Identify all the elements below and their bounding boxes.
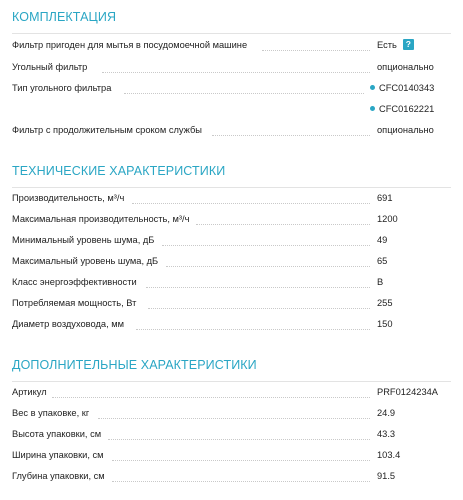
dotted-leader	[112, 460, 370, 461]
spec-row	[0, 426, 463, 447]
spec-row	[0, 190, 463, 211]
bullet-dot-icon	[370, 106, 375, 111]
spec-row	[0, 295, 463, 316]
spec-label: Потребляемая мощность, Вт	[12, 298, 137, 308]
spec-row	[0, 80, 463, 101]
spec-value: 691	[377, 193, 393, 203]
spec-label: Класс энергоэффективности	[12, 277, 137, 287]
spec-value-option: CFC0162221	[370, 104, 434, 114]
spec-value-option: CFC0140343	[370, 83, 434, 93]
spec-value: 103.4	[377, 450, 401, 460]
spec-value: опционально	[377, 125, 434, 135]
spec-label: Угольный фильтр	[12, 62, 88, 72]
dotted-leader	[166, 266, 370, 267]
help-icon[interactable]: ?	[403, 39, 414, 50]
spec-label: Глубина упаковки, см	[12, 471, 105, 481]
spec-label: Диаметр воздуховода, мм	[12, 319, 125, 329]
section-divider	[12, 187, 451, 188]
spec-label: Минимальный уровень шума, дБ	[12, 235, 155, 245]
dotted-leader	[52, 397, 370, 398]
spec-row	[0, 384, 463, 405]
dotted-leader	[146, 287, 370, 288]
spec-row	[0, 447, 463, 468]
spec-value: 24.9	[377, 408, 396, 418]
dotted-leader	[136, 329, 370, 330]
dotted-leader	[112, 481, 370, 482]
spec-label: Максимальный уровень шума, дБ	[12, 256, 159, 266]
section-title: ТЕХНИЧЕСКИЕ ХАРАКТЕРИСТИКИ	[12, 164, 226, 178]
spec-row	[0, 59, 463, 80]
spec-label: Производительность, м³/ч	[12, 193, 125, 203]
dotted-leader	[102, 72, 370, 73]
spec-row	[0, 405, 463, 426]
spec-value: 91.5	[377, 471, 396, 481]
spec-value: опционально	[377, 62, 434, 72]
spec-row	[0, 122, 463, 143]
spec-label: Высота упаковки, см	[12, 429, 102, 439]
dotted-leader	[148, 308, 370, 309]
spec-label: Артикул	[12, 387, 47, 397]
spec-value: Есть ?	[377, 40, 414, 51]
spec-value: 49	[377, 235, 388, 245]
section-divider	[12, 381, 451, 382]
spec-label: Фильтр с продолжительным сроком службы	[12, 125, 202, 135]
bullet-dot-icon	[370, 85, 375, 90]
spec-label: Максимальная производительность, м³/ч	[12, 214, 190, 224]
spec-label: Вес в упаковке, кг	[12, 408, 90, 418]
spec-row	[0, 37, 463, 58]
spec-row-continuation	[0, 101, 463, 122]
section-divider	[12, 33, 451, 34]
spec-label: Ширина упаковки, см	[12, 450, 104, 460]
spec-label: Фильтр пригоден для мытья в посудомоечной машине	[12, 40, 248, 50]
spec-value: 255	[377, 298, 393, 308]
spec-row	[0, 211, 463, 232]
dotted-leader	[262, 50, 370, 51]
dotted-leader	[98, 418, 370, 419]
spec-value: B	[377, 277, 384, 287]
dotted-leader	[124, 93, 364, 94]
spec-row	[0, 253, 463, 274]
spec-value: PRF0124234A	[377, 387, 438, 397]
spec-value: 43.3	[377, 429, 396, 439]
dotted-leader	[196, 224, 370, 225]
spec-value: 65	[377, 256, 388, 266]
spec-row	[0, 468, 463, 489]
dotted-leader	[212, 135, 370, 136]
spec-row	[0, 274, 463, 295]
dotted-leader	[108, 439, 370, 440]
spec-row	[0, 232, 463, 253]
spec-row	[0, 316, 463, 337]
spec-label: Тип угольного фильтра	[12, 83, 112, 93]
section-title: ДОПОЛНИТЕЛЬНЫЕ ХАРАКТЕРИСТИКИ	[12, 358, 257, 372]
section-title: КОМПЛЕКТАЦИЯ	[12, 10, 117, 24]
spec-value: 150	[377, 319, 393, 329]
dotted-leader	[132, 203, 370, 204]
spec-value: 1200	[377, 214, 398, 224]
dotted-leader	[162, 245, 370, 246]
